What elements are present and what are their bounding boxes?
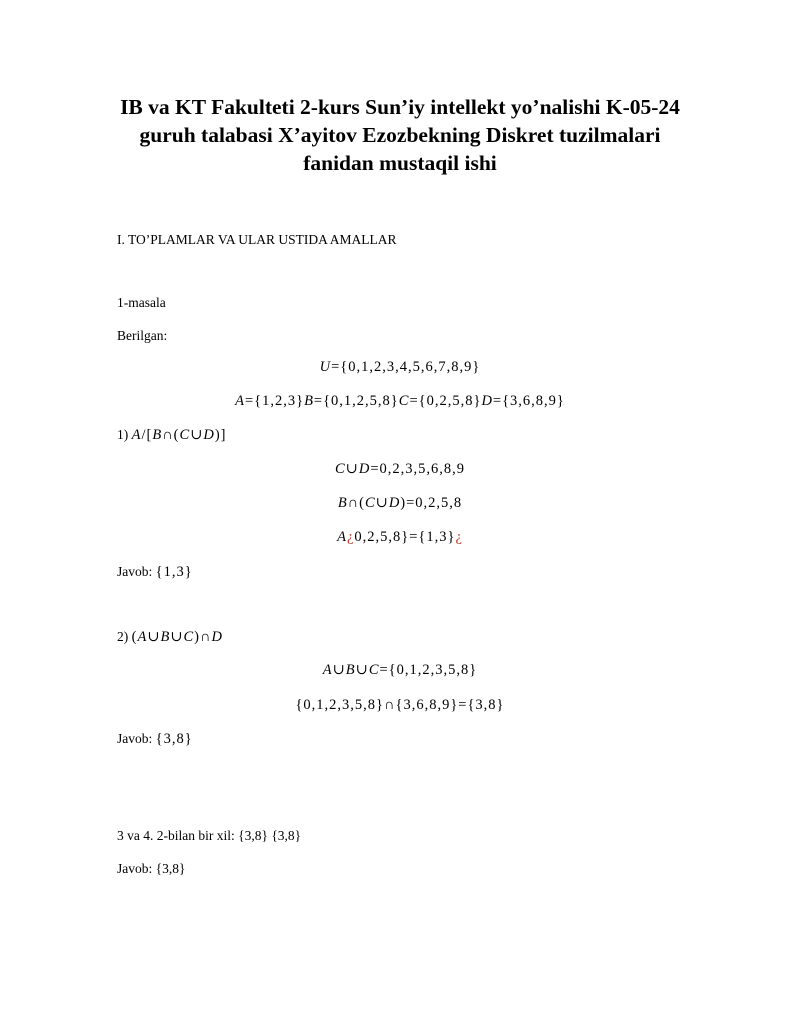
page-title bbox=[60, 93, 740, 177]
q2-step1-var-c: C bbox=[368, 662, 380, 678]
universe-equation bbox=[0, 359, 800, 376]
set-c-elements: ={0,2,5,8} bbox=[409, 393, 482, 409]
q2-op-4: )∩ bbox=[194, 629, 212, 645]
q1-step1-op: ∪ bbox=[345, 461, 359, 477]
q2-answer-label: Javob: bbox=[117, 731, 153, 746]
set-a-name: A bbox=[235, 393, 245, 409]
q1-var-b: B bbox=[152, 427, 163, 443]
q1-step3-glyph-2: ¿ bbox=[455, 529, 463, 545]
q2-step1-var-b: B bbox=[345, 662, 356, 678]
q1-answer-value: {1,3} bbox=[155, 564, 193, 580]
q1-step2-var-b: B bbox=[337, 495, 348, 511]
q2-step1-op-1: ∪ bbox=[332, 662, 346, 678]
q1-step1-result: =0,2,3,5,6,8,9 bbox=[370, 461, 465, 477]
title-line-3: fanidan mustaqil ishi bbox=[303, 151, 497, 175]
q1-step2-op-2: ∪ bbox=[375, 495, 389, 511]
q2-expression bbox=[117, 629, 223, 646]
q1-step3-var-a: A bbox=[337, 529, 347, 545]
q1-step-3 bbox=[0, 529, 800, 546]
q2-answer bbox=[117, 731, 193, 748]
q1-step2-result: )=0,2,5,8 bbox=[400, 495, 463, 511]
q2-op-1: ( bbox=[131, 629, 138, 645]
q1-step-1 bbox=[0, 461, 800, 478]
q2-step1-op-2: ∪ bbox=[355, 662, 369, 678]
q1-step2-var-c: C bbox=[364, 495, 376, 511]
q2-step-2: {0,1,2,3,5,8}∩{3,6,8,9}={3,8} bbox=[295, 697, 505, 713]
q2-answer-value: {3,8} bbox=[155, 731, 193, 747]
q1-step1-var-c: C bbox=[335, 461, 346, 477]
set-a-elements: ={1,2,3} bbox=[244, 393, 305, 409]
set-c-name: C bbox=[398, 393, 410, 409]
set-d-elements: ={3,6,8,9} bbox=[492, 393, 565, 409]
q1-step3-result: 0,2,5,8}={1,3} bbox=[354, 529, 456, 545]
title-line-1: IB va KT Fakulteti 2-kurs Sun’iy intellekt yo’nalishi K-05-24 bbox=[120, 95, 680, 119]
q1-step-2 bbox=[0, 495, 800, 512]
problem-label: 1-masala bbox=[117, 295, 166, 310]
q2-op-2: ∪ bbox=[147, 629, 161, 645]
q1-op-3: ∪ bbox=[190, 427, 204, 443]
q2-number: 2) bbox=[117, 629, 129, 644]
q1-answer bbox=[117, 564, 193, 581]
q1-op-1: /[ bbox=[141, 427, 153, 443]
set-b-name: B bbox=[304, 393, 314, 409]
q1-op-2: ∩( bbox=[162, 427, 180, 443]
q2-step1-var-a: A bbox=[322, 662, 333, 678]
q1-var-a: A bbox=[131, 427, 142, 443]
q2-var-a: A bbox=[137, 629, 148, 645]
q1-formula bbox=[132, 427, 227, 443]
q2-step-1 bbox=[0, 662, 800, 679]
universe-elements: ={0,1,2,3,4,5,6,7,8,9} bbox=[331, 359, 481, 375]
q2-step1-result: ={0,1,2,3,5,8} bbox=[379, 662, 478, 678]
set-d-name: D bbox=[481, 393, 493, 409]
sets-equation bbox=[0, 393, 800, 410]
q1-op-4: )] bbox=[214, 427, 227, 443]
given-label: Berilgan: bbox=[117, 328, 168, 343]
q1-step2-op-1: ∩( bbox=[347, 495, 365, 511]
q2-var-d: D bbox=[211, 629, 223, 645]
q1-number: 1) bbox=[117, 427, 129, 442]
universe-name: U bbox=[319, 359, 332, 375]
title-line-2: guruh talabasi X’ayitov Ezozbekning Diskret tuzilmalari bbox=[139, 123, 661, 147]
q2-formula bbox=[132, 629, 223, 645]
q34-text: 3 va 4. 2-bilan bir xil: {3,8} {3,8} bbox=[117, 828, 302, 843]
q2-var-c: C bbox=[183, 629, 195, 645]
q1-var-c: C bbox=[179, 427, 191, 443]
q1-step2-var-d: D bbox=[388, 495, 401, 511]
q2-op-3: ∪ bbox=[170, 629, 184, 645]
q1-var-d: D bbox=[203, 427, 215, 443]
q2-var-b: B bbox=[160, 629, 171, 645]
q1-expression bbox=[117, 427, 227, 444]
q1-step1-var-d: D bbox=[358, 461, 371, 477]
set-b-elements: ={0,1,2,5,8} bbox=[313, 393, 399, 409]
q1-step3-glyph-1: ¿ bbox=[346, 529, 355, 545]
section-heading: I. TO’PLAMLAR VA ULAR USTIDA AMALLAR bbox=[117, 232, 397, 247]
q34-answer: Javob: {3,8} bbox=[117, 861, 186, 876]
q1-answer-label: Javob: bbox=[117, 564, 153, 579]
